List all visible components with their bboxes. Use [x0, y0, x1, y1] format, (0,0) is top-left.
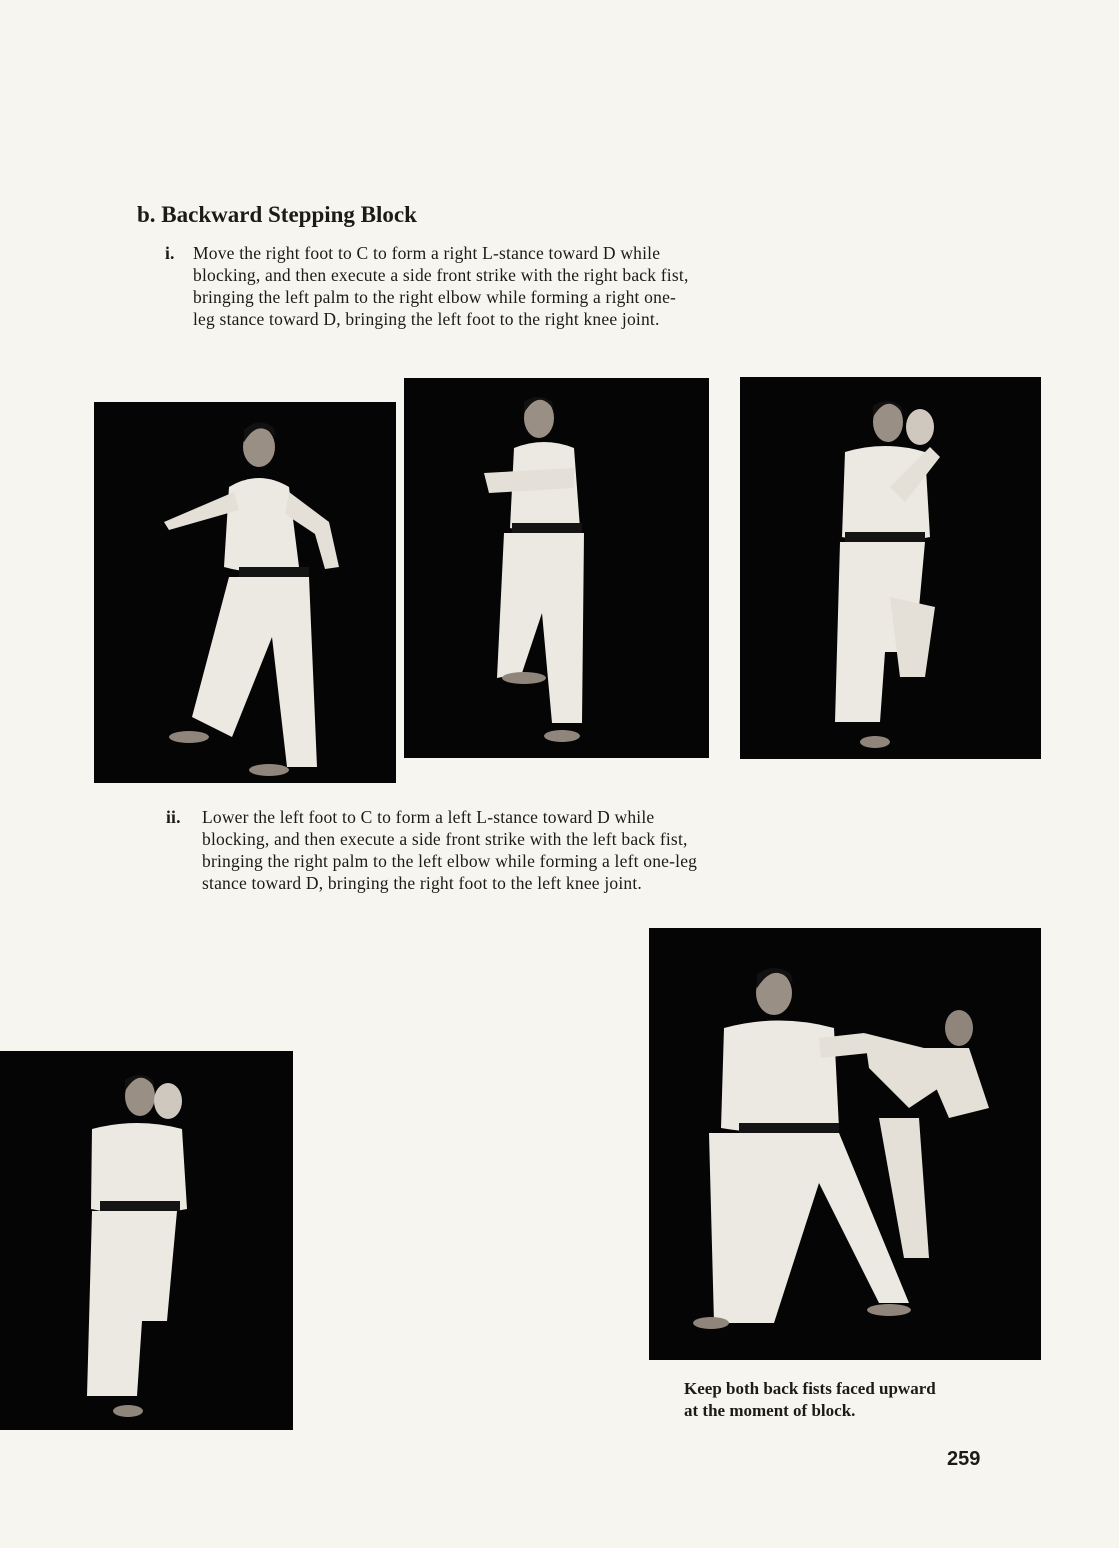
photo-l-stance [94, 402, 396, 783]
step-i [165, 242, 913, 330]
section-heading: b. Backward Stepping Block [137, 202, 417, 227]
photo-one-leg-stance-left [0, 1051, 293, 1430]
step-line: stance toward D, bringing the right foot to the left knee joint. [202, 873, 642, 893]
figure-l-stance-illustration [94, 402, 396, 783]
figure-one-leg-right-illustration [740, 377, 1041, 759]
figure-one-leg-left-illustration [0, 1051, 293, 1430]
step-line: blocking, and then execute a side front strike with the right back fist, [193, 265, 689, 285]
figure-chamber-illustration [404, 378, 709, 758]
caption-line: at the moment of block. [684, 1401, 856, 1420]
step-line: Lower the left foot to C to form a left L-stance toward D while [202, 807, 655, 827]
photo-block-against-kick [649, 928, 1041, 1360]
photo-caption [684, 1378, 936, 1422]
step-line: Move the right foot to C to form a right L-stance toward D while [193, 243, 661, 263]
step-line: bringing the left palm to the right elbow while forming a right one- [193, 287, 677, 307]
step-number: ii. [166, 807, 181, 827]
page-number: 259 [947, 1448, 981, 1470]
photo-one-leg-stance-right [740, 377, 1041, 759]
step-line: leg stance toward D, bringing the left foot to the right knee joint. [193, 309, 660, 329]
step-ii [166, 806, 922, 894]
step-number: i. [165, 243, 175, 263]
step-line: bringing the right palm to the left elbow while forming a left one-leg [202, 851, 698, 871]
photo-chamber [404, 378, 709, 758]
figure-block-kick-illustration [649, 928, 1041, 1360]
step-line: blocking, and then execute a side front strike with the left back fist, [202, 829, 688, 849]
caption-line: Keep both back fists faced upward [684, 1379, 936, 1398]
